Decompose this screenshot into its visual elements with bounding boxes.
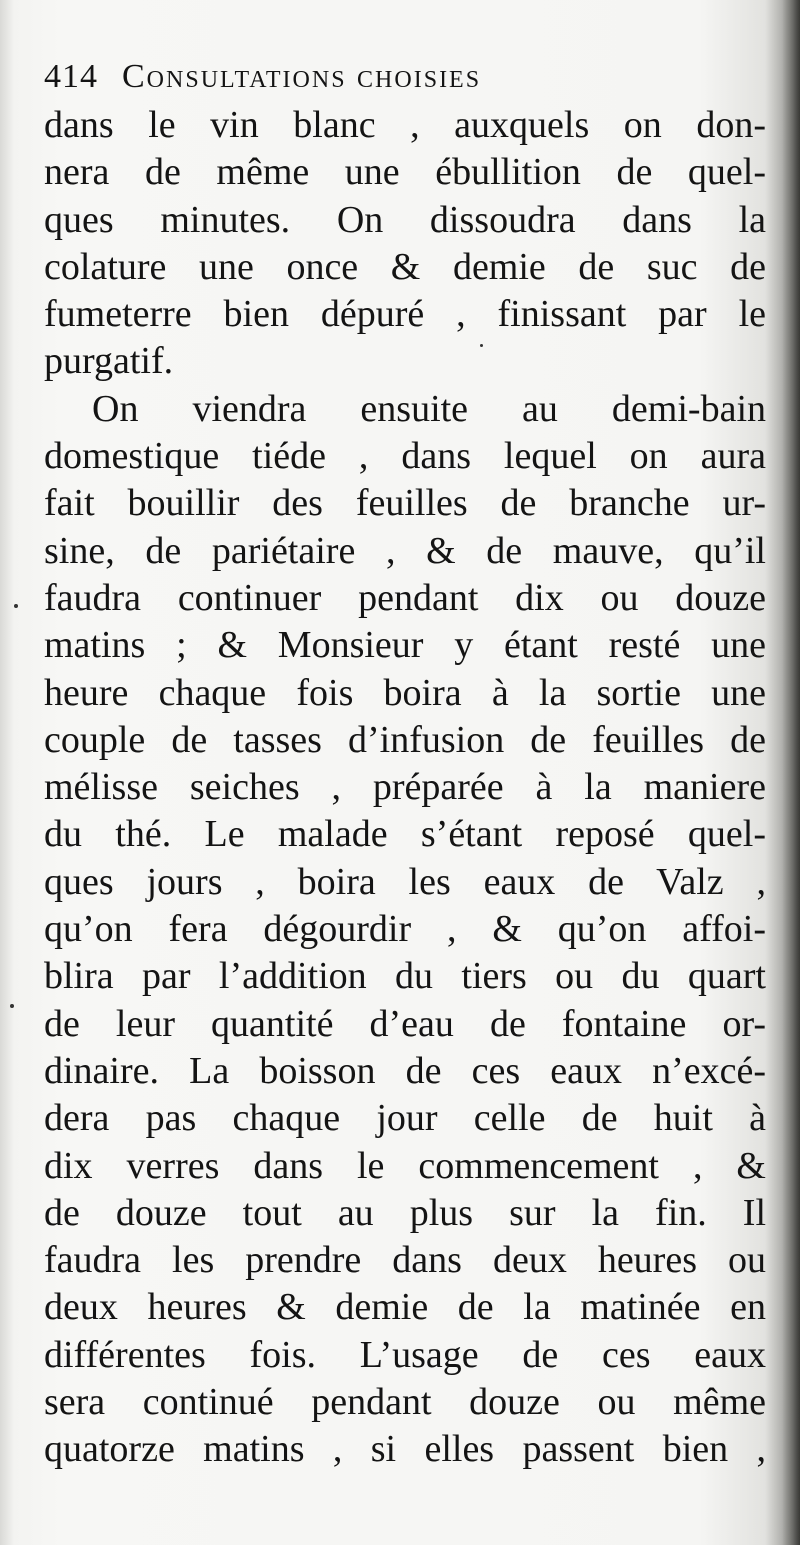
text-line: On viendra ensuite au demi-bain [92, 387, 766, 430]
text-line: faudra les prendre dans deux heures ou [44, 1239, 766, 1282]
running-title: Consultations choisies [122, 58, 482, 95]
text-line: nera de même une ébullition de quel- [44, 151, 766, 194]
ink-speck [14, 604, 18, 608]
text-line: heure chaque fois boira à la sortie une [44, 671, 766, 714]
text-line: domestique tiéde , dans lequel on aura [44, 435, 766, 478]
text-line: ques jours , boira les eaux de Valz , [44, 860, 766, 903]
page-number: 414 [44, 58, 98, 95]
text-line: couple de tasses d’infusion de feuilles de [44, 718, 766, 761]
text-line: du thé. Le malade s’étant reposé quel- [44, 813, 766, 856]
text-line: de douze tout au plus sur la fin. Il [44, 1191, 766, 1234]
text-line: dix verres dans le commencement , & [44, 1144, 766, 1187]
text-line: quatorze matins , si elles passent bien , [44, 1428, 766, 1471]
text-line: qu’on fera dégourdir , & qu’on affoi- [44, 908, 766, 951]
ink-speck [10, 1004, 14, 1008]
text-line: dans le vin blanc , auxquels on don- [44, 104, 766, 146]
text-line: sine, de pariétaire , & de mauve, qu’il [44, 529, 766, 572]
text-line: dinaire. La boisson de ces eaux n’excé- [44, 1049, 766, 1092]
text-line: dera pas chaque jour celle de huit à [44, 1097, 766, 1140]
text-line: colature une once & demie de suc de [44, 245, 766, 288]
text-line: fumeterre bien dépuré , finissant par le [44, 293, 766, 336]
page-text [44, 52, 766, 1474]
text-line: blira par l’addition du tiers ou du quart [44, 955, 766, 998]
text-line: matins ; & Monsieur y étant resté une [44, 624, 766, 667]
text-line: purgatif. [44, 340, 174, 383]
text-line: de leur quantité d’eau de fontaine or- [44, 1002, 766, 1045]
text-line: ques minutes. On dissoudra dans la [44, 198, 766, 241]
text-line: sera continué pendant douze ou même [44, 1381, 766, 1424]
text-line: différentes fois. L’usage de ces eaux [44, 1333, 766, 1376]
page-edge-shadow [782, 0, 800, 1545]
running-head [44, 52, 766, 102]
text-line: fait bouillir des feuilles de branche ur- [44, 482, 766, 525]
text-line: mélisse seiches , préparée à la maniere [44, 766, 766, 809]
text-line: faudra continuer pendant dix ou douze [44, 576, 766, 619]
text-line: deux heures & demie de la matinée en [44, 1286, 766, 1329]
